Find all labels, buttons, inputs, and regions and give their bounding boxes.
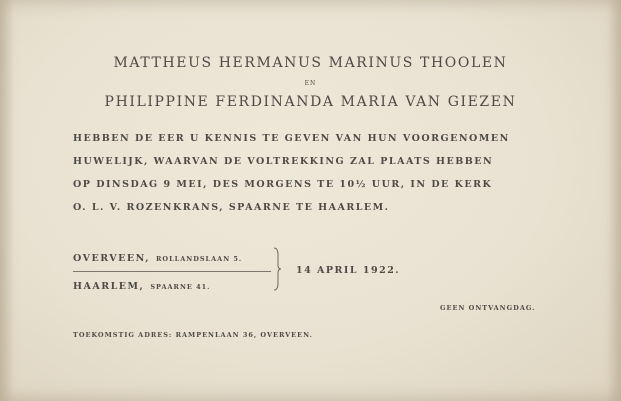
- announcement-line-1: HEBBEN DE EER U KENNIS TE GEVEN VAN HUN VOORGENOMEN: [73, 133, 510, 144]
- groom-address-city: OVERVEEN,: [73, 253, 151, 264]
- conjunction-text: EN: [304, 80, 317, 87]
- bride-address-street: SPAARNE 41.: [150, 283, 211, 291]
- groom-name: MATTHEUS HERMANUS MARINUS THOOLEN: [113, 55, 508, 71]
- announcement-date: 14 APRIL 1922.: [296, 265, 401, 276]
- no-reception-note: GEEN ONTVANGDAG.: [440, 304, 536, 312]
- bride-address: [73, 281, 210, 292]
- address-brace: [273, 247, 281, 291]
- announcement-line-3: OP DINSDAG 9 MEI, DES MORGENS TE 10½ UUR, IN DE KERK: [73, 179, 493, 190]
- bride-address-city: HAARLEM,: [73, 281, 145, 292]
- groom-address-street: ROLLANDSLAAN 5.: [156, 255, 243, 263]
- groom-address: [73, 253, 242, 264]
- announcement-line-4: O. L. V. ROZENKRANS, SPAARNE TE HAARLEM.: [73, 202, 390, 213]
- future-address: TOEKOMSTIG ADRES: RAMPENLAAN 36, OVERVEEN.: [73, 331, 313, 339]
- announcement-line-2: HUWELIJK, WAARVAN DE VOLTREKKING ZAL PLAATS HEBBEN: [73, 156, 494, 167]
- bride-name: PHILIPPINE FERDINANDA MARIA VAN GIEZEN: [104, 94, 517, 110]
- address-divider: [73, 271, 271, 272]
